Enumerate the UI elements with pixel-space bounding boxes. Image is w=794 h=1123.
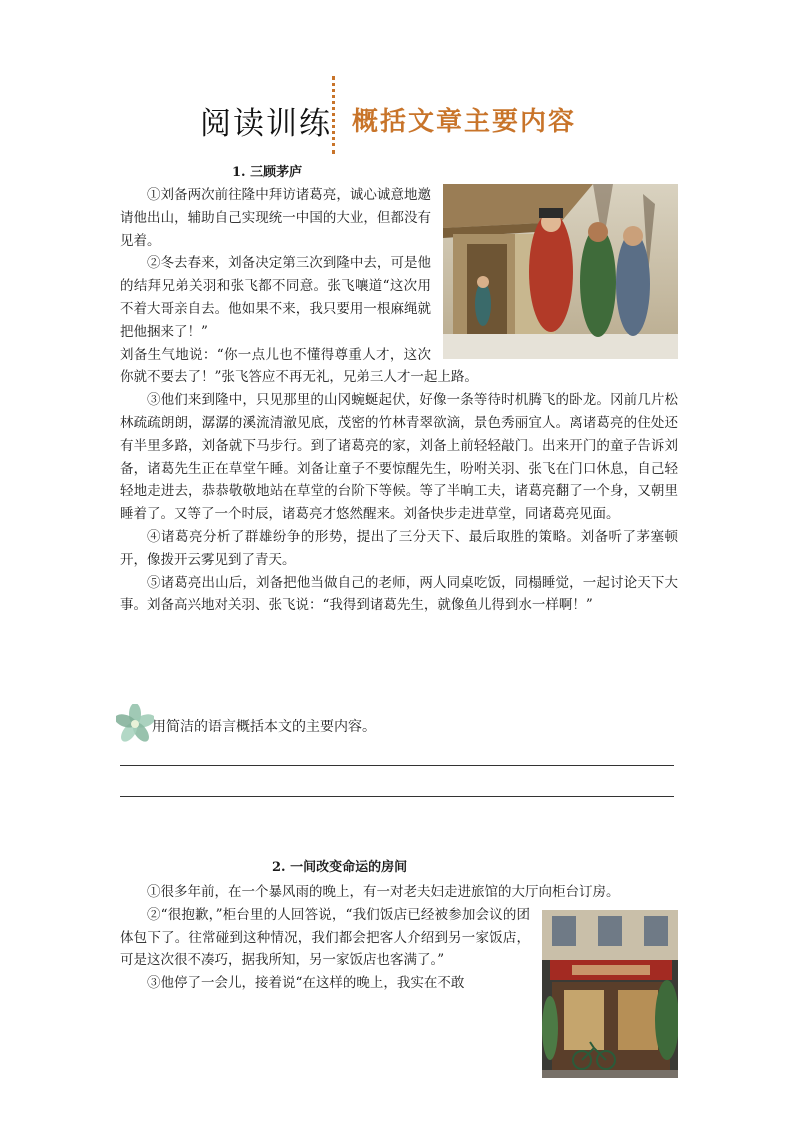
story-1 [120,161,678,617]
story-2 [120,856,678,1082]
story-2-paragraph: ②“很抱歉，”柜台里的人回答说，“我们饭店已经被参加会议的团体包下了。往常碰到这种情况，我们都会把客人介绍到另一家饭店，可是这次很不凑巧，据我所知，另一家饭店也客满了。” [120,906,530,969]
story-2-paragraph: ①很多年前，在一个暴风雨的晚上，有一对老夫妇走进旅馆的大厅向柜台订房。 [147,884,620,900]
story-2-paragraph: ③他停了一会儿，接着说“在这样的晚上，我实在不敢 [147,975,465,992]
page-title: 阅读训练 [200,106,332,142]
story-1-paragraph: ③他们来到隆中，只见那里的山冈蜿蜒起伏，好像一条等待时机腾飞的卧龙。冈前几片松林疏疏朗朗，潺潺的溪流清澈见底，茂密的竹林青翠欲滴，景色秀丽宜人。离诸葛亮的住处还有半里多路，刘备就下马步行。到了诸葛亮的家，刘备上前轻轻敲门。出来开门的童子告诉刘备，诸葛先生正在草堂午睡。刘备让童子不要惊醒先生，吩咐关羽、张飞在门口休息，自己轻轻地走进去，恭恭敬敬地站在草堂的台阶下等候。等了半晌工夫，诸葛亮翻了一个身，又朝里睡着了。又等了一个时辰，诸葛亮才悠然醒来。刘备快步走进草堂，同诸葛亮见面。 [120,392,678,523]
answer-line[interactable] [120,796,674,797]
story-1-title: 1. 三顾茅庐 [232,165,303,180]
story-2-illustration [542,910,678,1078]
title-divider [332,76,335,154]
story-1-paragraph: ①刘备两次前往隆中拜访诸葛亮，诚心诚意地邀请他出山，辅助自己实现统一中国的大业，但都没有见着。 [120,187,431,249]
question-row [116,704,676,744]
story-1-paragraph: ④诸葛亮分析了群雄纷争的形势，提出了三分天下、最后取胜的策略。刘备听了茅塞顿开，像拨开云雾见到了青天。 [120,528,678,568]
question-text: 用简洁的语言概括本文的主要内容。 [152,719,376,735]
story-1-paragraph: 刘备生气地说：“你一点儿也不懂得尊重人才，这次你就不要去了！”张飞答应不再无礼，兄弟三人才一起上路。 [120,346,478,386]
page-subtitle: 概括文章主要内容 [352,107,577,137]
story-1-paragraph: ⑤诸葛亮出山后，刘备把他当做自己的老师，两人同桌吃饭，同榻睡觉，一起讨论天下大事。刘备高兴地对关羽、张飞说：“我得到诸葛先生，就像鱼儿得到水一样啊！” [120,574,678,614]
story-1-paragraph: ②冬去春来，刘备决定第三次到隆中去，可是他的结拜兄弟关羽和张飞都不同意。张飞嚷道“这次用不着大哥亲自去。他如果不来，我只要用一根麻绳就把他捆来了！” [120,255,431,340]
story-1-illustration [443,184,678,359]
answer-line[interactable] [120,765,674,766]
story-2-title: 2. 一间改变命运的房间 [272,860,408,875]
flower-icon [116,704,154,744]
